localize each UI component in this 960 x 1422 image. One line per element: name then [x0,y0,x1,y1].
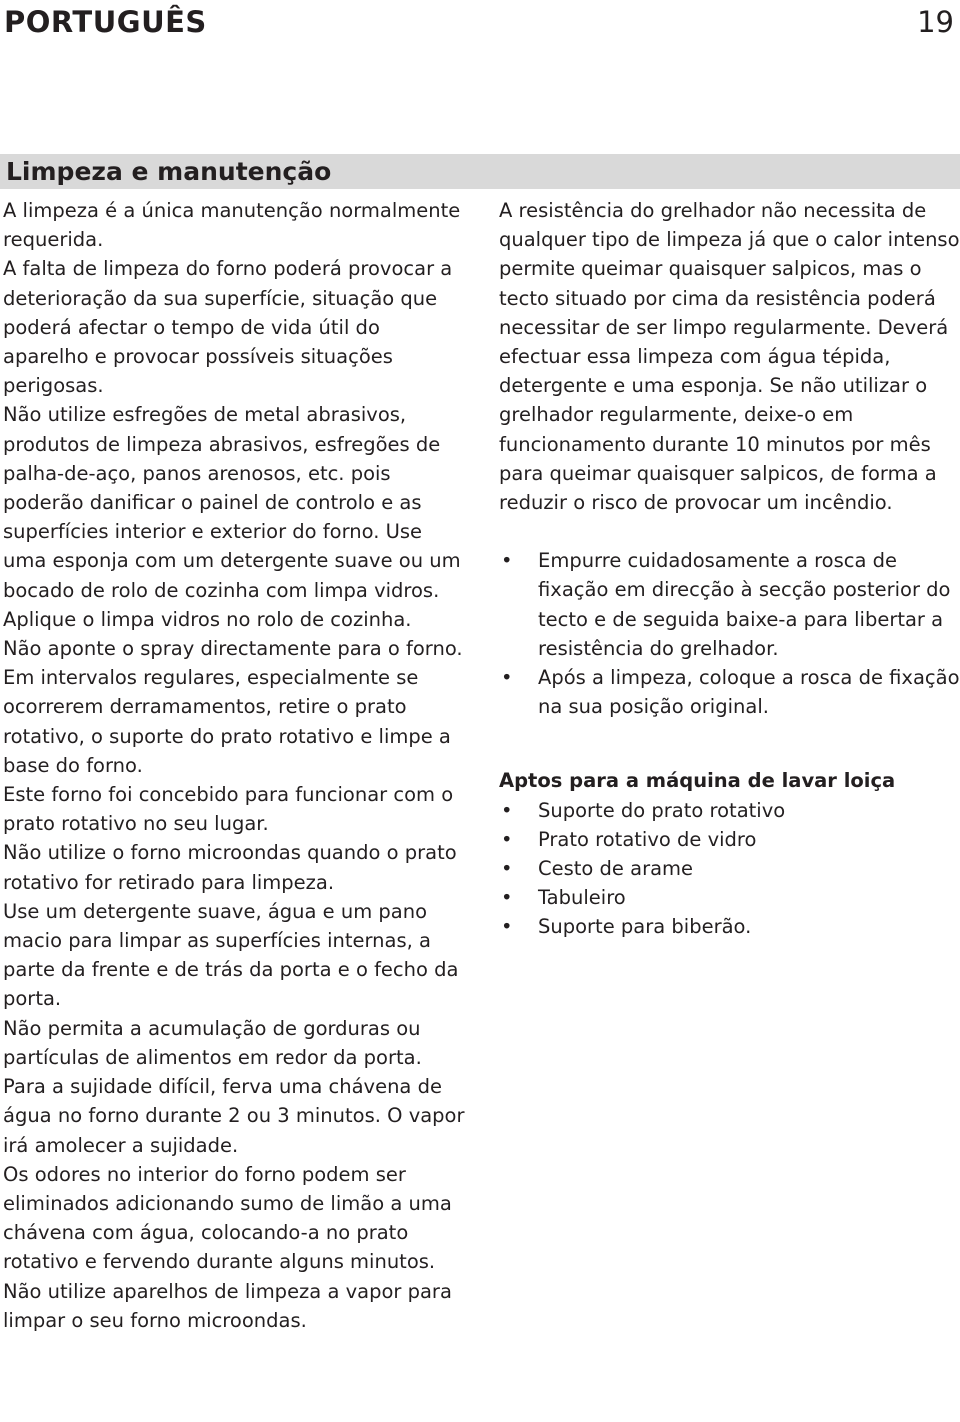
list-item-text: Empurre cuidadosamente a rosca de fixação em direcção à secção posterior do tecto e de seguida baixe-a para libertar a resistência do grelhador. [538,549,951,660]
paragraph: Use um detergente suave, água e um pano macio para limpar as superfícies internas, a parte da frente e de trás da porta e o fecho da porta. [3,899,459,1011]
bullet-icon: • [501,666,513,690]
list-item [499,663,960,721]
paragraph: Não utilize esfregões de metal abrasivos, produtos de limpeza abrasivos, esfregões de palha-de-aço, panos arenosos, etc. pois poderão danificar o painel de controlo e as superfícies interior e exterior do forno. Use uma esponja com um detergente suave ou um bocado de rolo de cozinha com limpa vidros. Aplique o limpa vidros no rolo de cozinha. [3,403,461,631]
paragraph: Não utilize aparelhos de limpeza a vapor para limpar o seu forno microondas. [3,1279,452,1332]
list-item [499,825,960,854]
bullet-icon: • [501,857,513,881]
spacer [499,517,960,546]
language-label: PORTUGUÊS [4,5,207,39]
spacer [499,721,960,766]
paragraph: Este forno foi concebido para funcionar com o prato rotativo no seu lugar. [3,783,454,836]
paragraph: Em intervalos regulares, especialmente se ocorrerem derramamentos, retire o prato rotativo, o suporte do prato rotativo e limpe a base do forno. [3,666,451,777]
paragraph: A limpeza é a única manutenção normalmente requerida. [3,199,461,252]
list-item [499,796,960,825]
page-number: 19 [917,5,954,39]
list-item-text: Cesto de arame [538,857,694,881]
bullet-icon: • [501,798,513,822]
bullet-icon: • [501,886,513,910]
list-item-text: Prato rotativo de vidro [538,827,757,851]
dishwasher-items-list [499,796,960,942]
paragraph: Não aponte o spray directamente para o forno. [3,637,463,661]
list-item-text: Suporte para biberão. [538,915,752,939]
list-item-text: Tabuleiro [538,886,626,910]
grill-cleaning-intro: A resistência do grelhador não necessita de qualquer tipo de limpeza já que o calor intenso permite queimar quaisquer salpicos, mas o tecto situado por cima da resistência poderá necessitar de ser limpo regularmente. Deverá efectuar essa limpeza com água tépida, detergente e uma esponja. Se não utilizar o grelhador regularmente, deixe-o em funcionamento durante 10 minutos por mês para queimar quaisquer salpicos, de forma a reduzir o risco de provocar um incêndio. [499,199,960,515]
bullet-icon: • [501,827,513,851]
paragraph: A falta de limpeza do forno poderá provocar a deterioração da sua superfície, situação que poderá afectar o tempo de vida útil do aparelho e provocar possíveis situações perigosas. [3,257,453,398]
dishwasher-heading: Aptos para a máquina de lavar loiça [499,769,896,793]
bullet-icon: • [501,915,513,939]
bullet-icon: • [501,549,513,573]
list-item-text: Suporte do prato rotativo [538,798,786,822]
list-item [499,546,960,663]
paragraph: Os odores no interior do forno podem ser eliminados adicionando sumo de limão a uma chávena com água, colocando-a no prato rotativo e fervendo durante alguns minutos. [3,1162,452,1274]
right-column [499,196,960,942]
list-item [499,883,960,912]
left-column [3,196,465,1335]
paragraph: Não permita a acumulação de gorduras ou partículas de alimentos em redor da porta. [3,1016,422,1069]
paragraph: Não utilize o forno microondas quando o prato rotativo for retirado para limpeza. [3,841,457,894]
paragraph: Para a sujidade difícil, ferva uma chávena de água no forno durante 2 ou 3 minutos. O vapor irá amolecer a sujidade. [3,1075,465,1157]
grill-steps-list [499,546,960,721]
list-item [499,854,960,883]
section-title: Limpeza e manutenção [6,157,332,186]
list-item-text: Após a limpeza, coloque a rosca de fixação na sua posição original. [538,666,960,719]
list-item [499,912,960,941]
